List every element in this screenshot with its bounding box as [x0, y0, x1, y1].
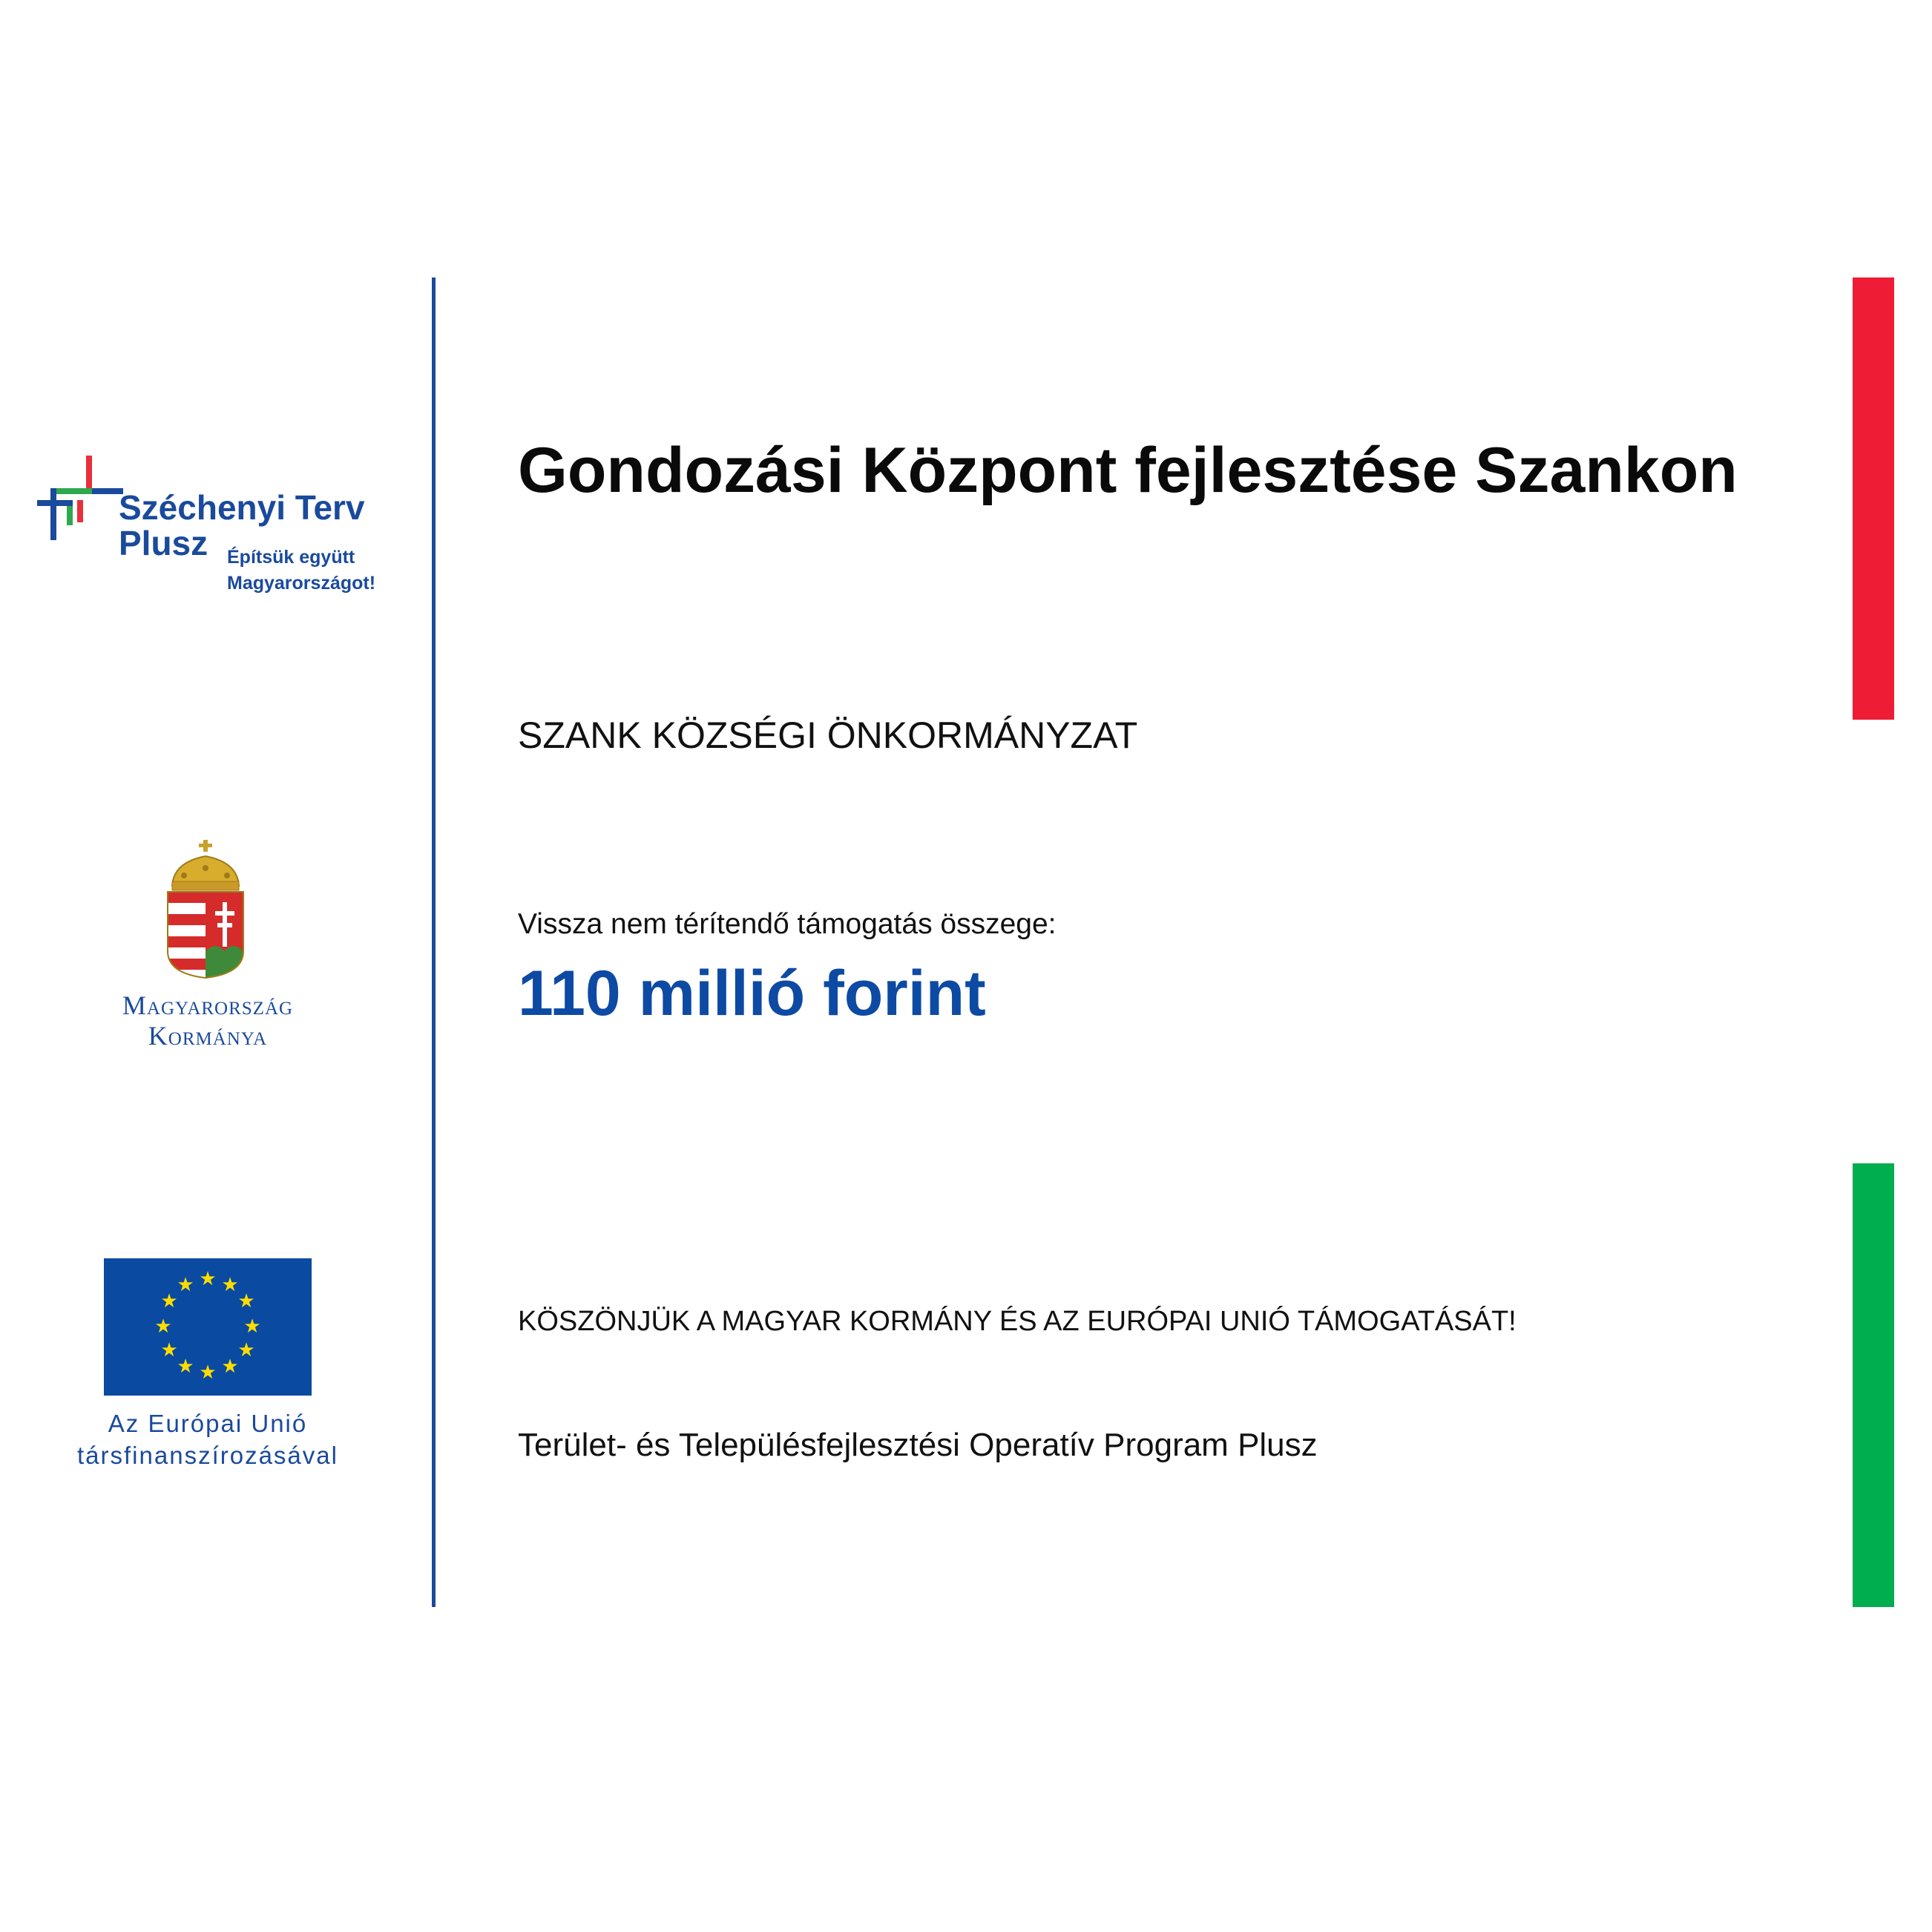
svg-text:★: ★ — [221, 1274, 239, 1296]
grant-label: Vissza nem térítendő támogatás összege: — [518, 908, 1057, 940]
hungarian-coat-of-arms-icon — [162, 840, 251, 981]
svg-text:★: ★ — [160, 1290, 178, 1312]
beneficiary-name: SZANK KÖZSÉGI ÖNKORMÁNYZAT — [518, 714, 1138, 756]
eu-caption — [45, 1408, 371, 1472]
green-stripe — [1853, 1163, 1894, 1607]
svg-text:★: ★ — [154, 1315, 172, 1338]
project-title: Gondozási Központ fejlesztése Szankon — [518, 435, 1738, 506]
szechenyi-tagline — [227, 545, 375, 596]
red-stripe — [1853, 277, 1894, 720]
szechenyi-tagline-line1: Építsük együtt — [227, 547, 355, 568]
eu-flag — [104, 1258, 312, 1396]
government-name — [67, 990, 349, 1052]
program-name: Terület- és Településfejlesztési Operatív Program Plusz — [518, 1427, 1318, 1463]
eu-caption-line1: Az Európai Unió — [108, 1410, 308, 1437]
szechenyi-cross-icon — [36, 454, 125, 543]
eu-stars-icon — [104, 1258, 312, 1396]
szechenyi-title-line2: Plusz — [119, 524, 208, 563]
svg-text:★: ★ — [221, 1356, 239, 1378]
svg-text:★: ★ — [160, 1339, 178, 1361]
eu-caption-line2: társfinanszírozásával — [77, 1441, 338, 1469]
svg-text:★: ★ — [199, 1361, 217, 1384]
grant-amount: 110 millió forint — [518, 958, 986, 1029]
government-name-line1: Magyarország — [122, 990, 294, 1020]
szechenyi-tagline-line2: Magyarországot! — [227, 572, 376, 594]
svg-text:★: ★ — [177, 1356, 194, 1378]
szechenyi-title-line1: Széchenyi Terv — [119, 488, 365, 527]
svg-text:★: ★ — [243, 1315, 261, 1338]
thanks-text: KÖSZÖNJÜK A MAGYAR KORMÁNY ÉS AZ EURÓPAI UNIÓ TÁMOGATÁSÁT! — [518, 1306, 1517, 1337]
svg-text:★: ★ — [237, 1339, 255, 1361]
government-name-line2: Kormánya — [148, 1021, 268, 1051]
svg-text:★: ★ — [177, 1274, 194, 1296]
svg-text:★: ★ — [199, 1268, 217, 1290]
svg-text:★: ★ — [237, 1290, 255, 1312]
vertical-divider — [432, 277, 436, 1607]
